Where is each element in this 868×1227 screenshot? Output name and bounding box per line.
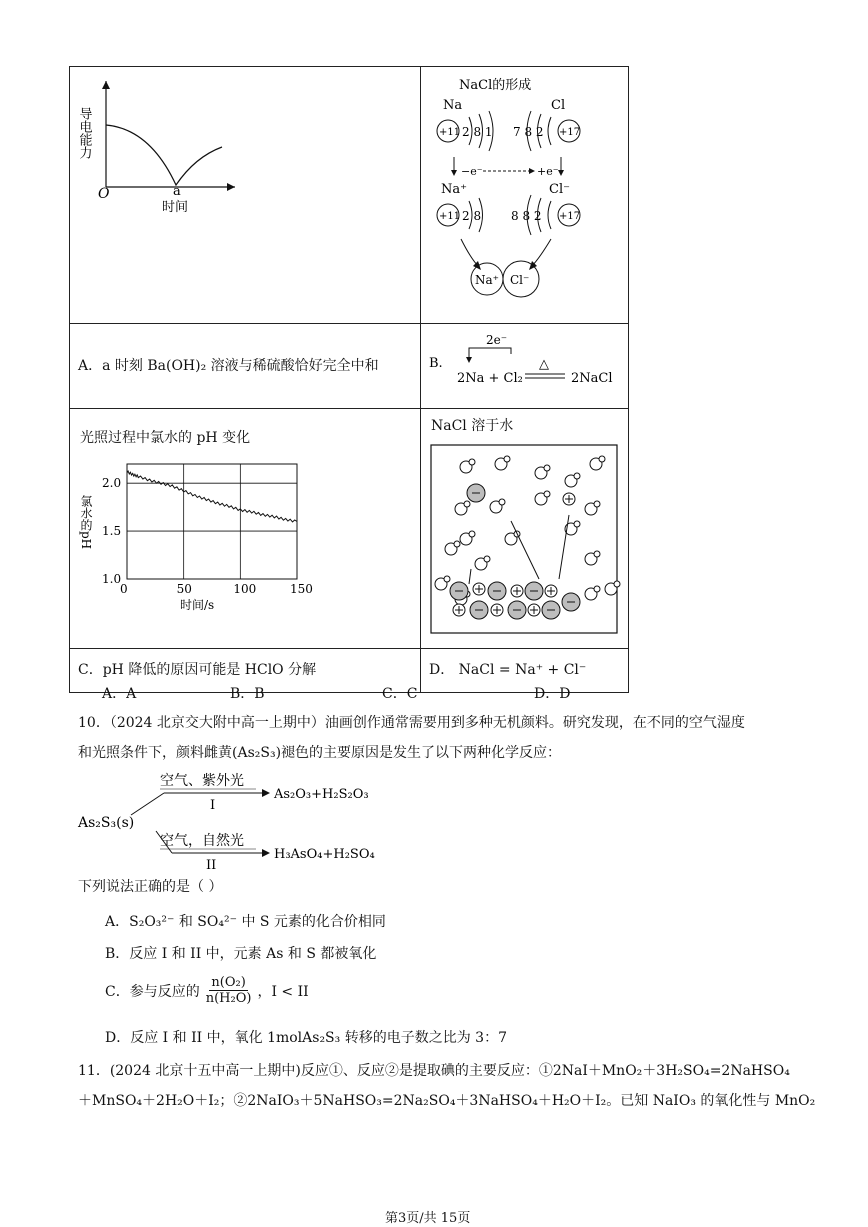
cl-label: Cl: [551, 98, 566, 113]
water-h-atom: [499, 499, 505, 505]
cl-ion-shells: 8 8 2: [511, 209, 542, 223]
condition-ii: 空气，自然光: [160, 833, 244, 849]
cell-d-caption: [421, 649, 629, 693]
option-a-text: A．a 时刻 Ba(OH)₂ 溶液与稀硫酸恰好完全中和: [78, 357, 379, 374]
cell-b-figure: [421, 67, 629, 324]
choice-a: A．A: [102, 686, 137, 702]
cl-ion-label: Cl⁻: [549, 182, 570, 197]
motion-arrow: [511, 521, 539, 579]
motion-arrow: [469, 569, 471, 584]
option-c-suffix: ，I < II: [257, 983, 309, 1000]
water-h-atom: [469, 531, 475, 537]
option-c-text: C．pH 降低的原因可能是 HClO 分解: [78, 662, 317, 679]
ph-y-label: 氯水的pH: [79, 495, 93, 550]
ph-chart: [70, 409, 420, 649]
gain-electron: +e⁻: [537, 165, 559, 178]
reaction-ii-label: II: [206, 858, 217, 873]
electron-count: 2e⁻: [486, 333, 508, 347]
water-h-atom: [504, 456, 510, 462]
q10-option-a: A．S₂O₃²⁻ 和 SO₄²⁻ 中 S 元素的化合价相同: [105, 914, 386, 930]
na-ion-nucleus: +11: [439, 211, 461, 222]
water-h-atom: [594, 501, 600, 507]
water-h-atom: [464, 501, 470, 507]
equation-right: 2NaCl: [571, 371, 613, 386]
cl-shells: 7 8 2: [513, 125, 544, 139]
ph-series-line: [127, 471, 297, 522]
electron-transfer-equation: [421, 324, 628, 404]
q10-stem-line2: 和光照条件下，颜料雌黄(As₂S₃)褪色的主要原因是发生了以下两种化学反应：: [78, 745, 562, 761]
reaction-i-label: I: [210, 798, 216, 813]
products-i: As₂O₃+H₂S₂O₃: [274, 787, 369, 802]
options-table: [69, 66, 629, 693]
ph-x-tick: 150: [290, 582, 313, 596]
cell-a-caption: [70, 324, 421, 409]
ph-y-tick: 1.5: [102, 524, 122, 539]
ph-y-tick: 1.0: [102, 572, 122, 586]
condition-i: 空气、紫外光: [160, 773, 244, 789]
nacl-formation-diagram: [421, 67, 628, 319]
option-b-label: B.: [429, 356, 443, 371]
point-a-label: a: [173, 184, 181, 199]
na-label: Na: [443, 98, 463, 113]
conductivity-graph: [70, 67, 420, 319]
water-h-atom: [594, 586, 600, 592]
cl-nucleus-charge: +17: [559, 127, 581, 138]
choice-d: D．D: [534, 686, 571, 702]
na-nucleus-charge: +11: [439, 127, 461, 138]
ph-y-tick: 2.0: [102, 476, 122, 491]
q10-option-b: B．反应 I 和 II 中，元素 As 和 S 都被氧化: [105, 946, 377, 962]
ph-x-tick: 50: [176, 582, 192, 596]
y-axis-label: 导电能力: [76, 107, 92, 159]
pair-cl-ion: Cl⁻: [510, 273, 530, 287]
water-h-atom: [574, 473, 580, 479]
cl-ion-nucleus: +17: [559, 211, 581, 222]
q10-option-d: D．反应 I 和 II 中，氧化 1molAs₂S₃ 转移的电子数之比为 3：7: [105, 1030, 507, 1046]
water-h-atom: [614, 581, 620, 587]
ratio-fraction: [204, 975, 254, 1006]
ph-chart-title: 光照过程中氯水的 pH 变化: [80, 430, 251, 446]
water-h-atom: [544, 491, 550, 497]
water-h-atom: [574, 521, 580, 527]
q10-stem-line1: 10．（2024 北京交大附中高一上期中）油画创作通常需要用到多种无机颜料。研究发现，在不同的空气湿度: [78, 715, 745, 731]
q10-reaction-scheme: [76, 765, 396, 875]
option-d-text: D． NaCl = Na⁺ + Cl⁻: [429, 662, 587, 679]
equation-left: 2Na + Cl₂: [457, 371, 523, 386]
motion-arrow: [559, 515, 569, 579]
water-h-atom: [454, 541, 460, 547]
water-h-atom: [469, 459, 475, 465]
water-h-atom: [484, 556, 490, 562]
water-h-atom: [599, 456, 605, 462]
origin-label: O: [98, 186, 110, 202]
water-h-atom: [594, 551, 600, 557]
water-h-atom: [444, 576, 450, 582]
fraction-numerator: n(O₂): [211, 975, 246, 990]
page-footer: 第3页/共 15页: [385, 1211, 471, 1226]
q10-option-c: [105, 975, 309, 1006]
na-shells: 2 8 1: [462, 125, 493, 139]
diagram-title: NaCl的形成: [459, 78, 532, 93]
q11-line1: 11．(2024 北京十五中高一上期中)反应①、反应②是提取碘的主要反应：①2NaI＋MnO₂＋3H₂SO₄=2NaHSO₄: [78, 1063, 790, 1079]
na-ion-shells: 2 8: [462, 209, 482, 223]
dissolve-title: NaCl 溶于水: [431, 418, 514, 434]
choice-b: B．B: [230, 686, 265, 702]
products-ii: H₃AsO₄+H₂SO₄: [274, 847, 375, 862]
na-ion-label: Na⁺: [441, 182, 467, 197]
ph-x-label: 时间/s: [180, 598, 215, 612]
q11-line2: ＋MnSO₄＋2H₂O＋I₂；②2NaIO₃＋5NaHSO₃=2Na₂SO₄＋3NaHSO₄＋H₂O＋I₂。已知 NaIO₃ 的氧化性与 MnO₂: [78, 1093, 816, 1109]
heat-symbol: △: [539, 357, 549, 372]
lose-electron: −e⁻: [461, 165, 483, 178]
ph-x-tick: 100: [233, 582, 257, 596]
q10-ask: 下列说法正确的是（ ）: [78, 879, 223, 895]
ph-x-tick: 0: [120, 582, 128, 596]
choice-c: C．C: [382, 686, 418, 702]
option-c-prefix: C．参与反应的: [105, 983, 200, 1000]
x-axis-label: 时间: [162, 200, 189, 215]
reactant-label: As₂S₃(s): [78, 815, 135, 831]
cell-d-figure: [421, 409, 629, 649]
dissolution-diagram: [421, 409, 628, 649]
cell-b-caption: [421, 324, 629, 409]
fraction-denominator: n(H₂O): [205, 991, 252, 1006]
pair-na-ion: Na⁺: [475, 273, 499, 287]
cell-a-figure: [70, 67, 421, 324]
cell-c-figure: [70, 409, 421, 649]
water-h-atom: [544, 465, 550, 471]
